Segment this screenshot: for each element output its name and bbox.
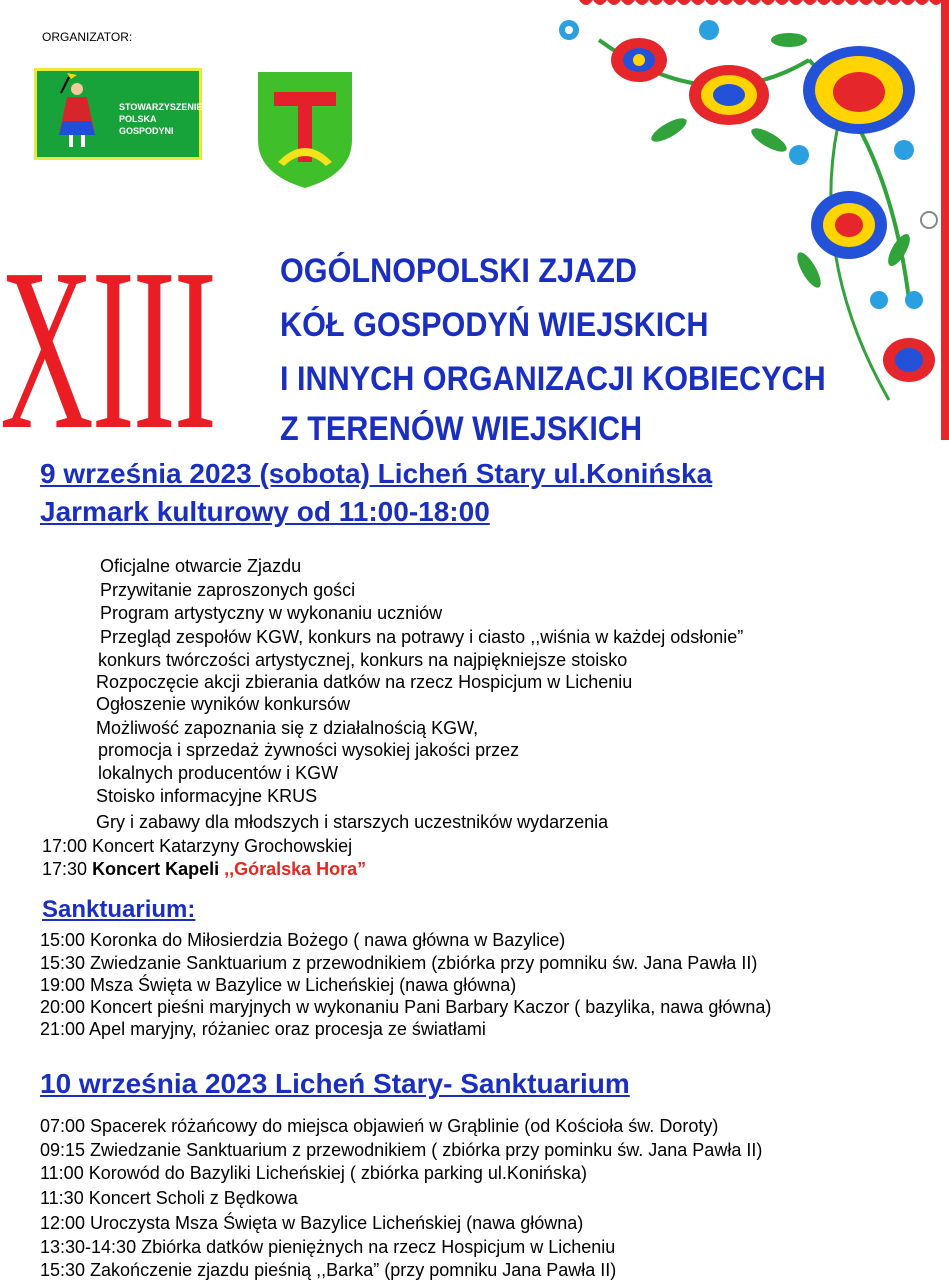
concert-time: 17:30: [42, 859, 88, 879]
sanctuary-item: 15:30 Zwiedzanie Sanktuarium z przewodnikiem (zbiórka przy pomniku św. Jana Pawła II): [40, 953, 758, 973]
kgw-logo: [34, 68, 202, 160]
program-item: konkurs twórczości artystycznej, konkurs na najpiękniejsze stoisko: [98, 650, 628, 670]
program-item: Gry i zabawy dla młodszych i starszych uczestników wydarzenia: [96, 812, 609, 832]
program-item: Ogłoszenie wyników konkursów: [96, 694, 351, 714]
kgw-logo-line2: POLSKA GOSPODYNI: [119, 114, 174, 136]
program-item: Przegląd zespołów KGW, konkurs na potrawy i ciasto ,,wiśnia w każdej odsłonie”: [100, 627, 744, 647]
program-item: Program artystyczny w wykonaniu uczniów: [100, 603, 443, 623]
sanctuary-item: 20:00 Koncert pieśni maryjnych w wykonaniu Pani Barbary Kaczor ( bazylika, nawa główna): [40, 997, 772, 1017]
day1-header: 9 września 2023 (sobota) Licheń Stary ul.Konińska: [40, 458, 713, 489]
title-line-4: Z TERENÓW WIEJSKICH: [280, 410, 643, 448]
day2-item: 15:30 Zakończenie zjazdu pieśnią ,,Barka” (przy pomniku Jana Pawła II): [40, 1260, 617, 1280]
day2-item: 12:00 Uroczysta Msza Święta w Bazylice Licheńskiej (nawa główna): [40, 1213, 584, 1233]
title-line-3: I INNYCH ORGANIZACJI KOBIECYCH: [280, 360, 826, 398]
day2-item: 11:00 Korowód do Bazyliki Licheńskiej ( zbiórka parking ul.Konińska): [40, 1163, 587, 1183]
sanctuary-item: 19:00 Msza Święta w Bazylice w Licheńskiej (nawa główna): [40, 975, 517, 995]
concert-label: Koncert Kapeli: [92, 859, 220, 879]
sanctuary-header: Sanktuarium:: [42, 896, 196, 923]
day1-fair-header: Jarmark kulturowy od 11:00-18:00: [40, 496, 490, 527]
program-item: Rozpoczęcie akcji zbierania datków na rzecz Hospicjum w Licheniu: [96, 672, 633, 692]
sanctuary-item: 21:00 Apel maryjny, różaniec oraz procesja ze światłami: [40, 1019, 486, 1039]
concert-item-highlight: [42, 859, 366, 880]
title-line-2: KÓŁ GOSPODYŃ WIEJSKICH: [280, 306, 709, 344]
municipality-crest-icon: [256, 70, 354, 190]
organizer-label: ORGANIZATOR:: [42, 30, 133, 44]
program-item: Stoisko informacyjne KRUS: [96, 786, 318, 806]
concert-item: 17:00 Koncert Katarzyny Grochowskiej: [42, 836, 353, 856]
program-item: Możliwość zapoznania się z działalnością KGW,: [96, 718, 479, 738]
day2-item: 13:30-14:30 Zbiórka datków pieniężnych na rzecz Hospicjum w Licheniu: [40, 1237, 616, 1257]
day2-item: 07:00 Spacerek różańcowy do miejsca objawień w Grąblinie (od Kościoła św. Doroty): [40, 1116, 719, 1136]
day2-item: 09:15 Zwiedzanie Sanktuarium z przewodnikiem ( zbiórka przy pominku św. Jana Pawła II): [40, 1140, 763, 1160]
program-item: Oficjalne otwarcie Zjazdu: [100, 556, 302, 576]
concert-band-name: ,,Góralska Hora”: [224, 859, 367, 879]
dancer-icon: [47, 71, 107, 157]
program-item: Przywitanie zaproszonych gości: [100, 580, 356, 600]
day2-item: 11:30 Koncert Scholi z Będkowa: [40, 1188, 298, 1208]
title-line-1: OGÓLNOPOLSKI ZJAZD: [280, 252, 638, 290]
sanctuary-item: 15:00 Koronka do Miłosierdzia Bożego ( nawa główna w Bazylice): [40, 930, 566, 950]
day2-header: 10 września 2023 Licheń Stary- Sanktuarium: [40, 1068, 630, 1099]
program-item: lokalnych producentów i KGW: [98, 763, 339, 783]
program-item: promocja i sprzedaż żywności wysokiej jakości przez: [98, 740, 520, 760]
edition-numeral: XIII: [0, 221, 215, 478]
kgw-logo-line1: STOWARZYSZENIE: [119, 102, 203, 112]
